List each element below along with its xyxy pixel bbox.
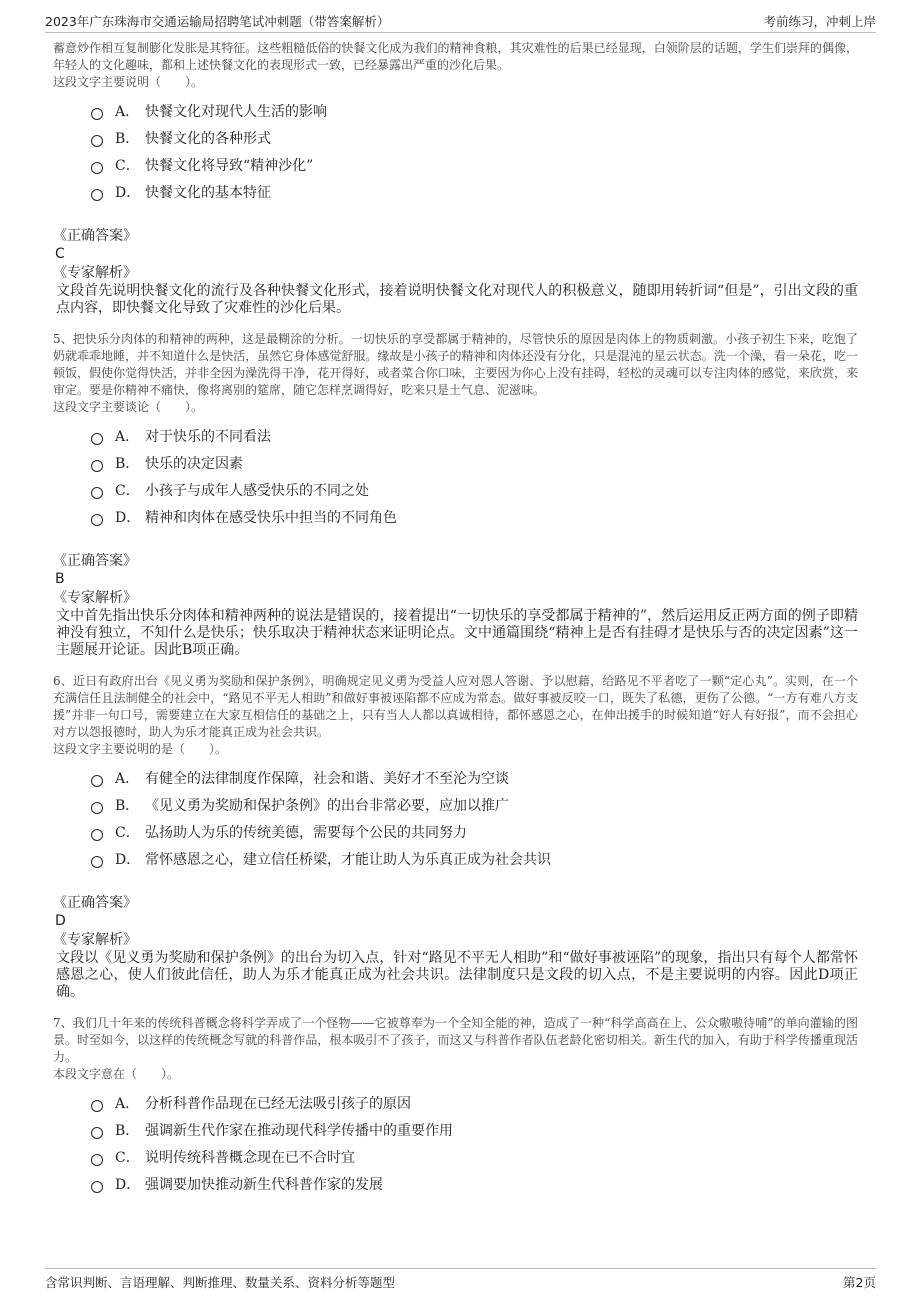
radio-icon[interactable] (91, 433, 103, 445)
option-letter: D． (115, 851, 141, 868)
option-letter: C． (115, 1149, 140, 1166)
question-prompt: 这段文字主要谈论（ ）。 (53, 400, 204, 414)
correct-answer-value: B (55, 571, 65, 587)
correct-answer-label: 《正确答案》 (53, 895, 137, 911)
question-prompt: 本段文字意在（ ）。 (53, 1067, 180, 1081)
option-d[interactable] (91, 503, 858, 530)
radio-icon[interactable] (91, 460, 103, 472)
option-c[interactable] (91, 151, 858, 178)
option-letter: A． (115, 770, 140, 787)
option-text: 快餐文化的基本特征 (145, 184, 271, 201)
option-text: 快乐的决定因素 (145, 455, 243, 472)
question-5 (53, 331, 858, 659)
radio-icon[interactable] (91, 487, 103, 499)
expert-analysis-text: 文段以《见义勇为奖励和保护条例》的出台为切入点，针对“路见不平无人相助”和“做好事被诬陷”的现象，指出只有每个人都常怀感恩之心，使人们彼此信任，助人为乐才能真正成为社会共识。法律制度只是文段的切入点，不是主要说明的内容。因此D项正确。 (56, 950, 858, 1000)
question-passage: 5、把快乐分肉体的和精神的两种，这是最糊涂的分析。一切快乐的享受都属于精神的，尽管快乐的原因是肉体上的物质刺激。小孩子初生下来，吃饱了奶就乖乖地睡，并不知道什么是快活，虽然它身体感觉舒服。缘故是小孩子的精神和肉体还没有分化，只是混沌的星云状态。洗一个澡，看一朵花，吃一顿饭，假使你觉得快活，并非全因为澡洗得干净，花开得好，或者菜合你口味，主要因为你心上没有挂碍，轻松的灵魂可以专注肉体的感觉，来欣赏，来审定。要是你精神不痛快，像将离别的筵席，随它怎样烹调得好，吃来只是土气息、泥滋味。 (53, 332, 858, 397)
question-4 (53, 40, 858, 317)
correct-answer-label: 《正确答案》 (53, 228, 137, 244)
option-list (53, 1089, 858, 1197)
option-letter: A． (115, 1095, 140, 1112)
radio-icon[interactable] (91, 1100, 103, 1112)
question-prompt: 这段文字主要说明（ ）。 (53, 75, 204, 89)
page-footer (45, 1268, 876, 1291)
option-c[interactable] (91, 818, 858, 845)
expert-analysis-text: 文段首先说明快餐文化的流行及各种快餐文化形式，接着说明快餐文化对现代人的积极意义，随即用转折词“但是”，引出文段的重点内容，即快餐文化导致了灾难性的沙化后果。 (56, 283, 858, 316)
answer-block (53, 894, 858, 1001)
option-b[interactable] (91, 791, 858, 818)
document-title: 2023年广东珠海市交通运输局招聘笔试冲刺题（带答案解析） (45, 14, 390, 29)
option-text: 弘扬助人为乐的传统美德，需要每个公民的共同努力 (145, 824, 467, 841)
radio-icon[interactable] (91, 1154, 103, 1166)
expert-analysis-text: 文中首先指出快乐分肉体和精神两种的说法是错误的，接着提出“一切快乐的享受都属于精神的”，然后运用反正两方面的例子即精神没有独立，不知什么是快乐；快乐取决于精神状态来证明论点。文中通篇围绕“精神上是否有挂碍才是快乐与否的决定因素”这一主题展开论证。因此B项正确。 (56, 608, 858, 658)
answer-block (53, 552, 858, 659)
option-list (53, 97, 858, 205)
question-passage: 7、我们几十年来的传统科普概念将科学弄成了一个怪物——它被尊奉为一个全知全能的神，造成了一种“科学高高在上、公众嗷嗷待哺”的单向灌输的图景。时至如今，以这样的传统概念写就的科普作品，根本吸引不了孩子，而这又与科普作者队伍老龄化密切相关。新生代的加入，有助于科学传播重现活力。 (53, 1016, 858, 1064)
radio-icon[interactable] (91, 189, 103, 201)
option-text: 快餐文化的各种形式 (145, 130, 271, 147)
option-a[interactable] (91, 764, 858, 791)
option-letter: C． (115, 824, 140, 841)
correct-answer-label: 《正确答案》 (53, 553, 137, 569)
option-text: 强调要加快推动新生代科普作家的发展 (145, 1176, 383, 1193)
option-letter: D． (115, 184, 141, 201)
question-7 (53, 1015, 858, 1197)
expert-analysis-label: 《专家解析》 (53, 590, 137, 606)
radio-icon[interactable] (91, 1181, 103, 1193)
page-header (45, 10, 876, 33)
option-text: 常怀感恩之心，建立信任桥梁，才能让助人为乐真正成为社会共识 (145, 851, 551, 868)
option-b[interactable] (91, 449, 858, 476)
option-letter: B． (115, 130, 140, 147)
radio-icon[interactable] (91, 514, 103, 526)
option-letter: B． (115, 455, 140, 472)
option-letter: A． (115, 428, 140, 445)
question-passage: 蓄意炒作相互复制膨化发胀是其特征。这些粗糙低俗的快餐文化成为我们的精神食粮，其灾难性的后果已经显现，白领阶层的话题，学生们崇拜的偶像，年轻人的文化趣味，都和上述快餐文化的表现形式一致，已经暴露出严重的沙化后果。 (53, 41, 858, 72)
option-a[interactable] (91, 97, 858, 124)
option-d[interactable] (91, 845, 858, 872)
option-list (53, 764, 858, 872)
radio-icon[interactable] (91, 829, 103, 841)
option-text: 说明传统科普概念现在已不合时宜 (145, 1149, 355, 1166)
option-letter: D． (115, 1176, 141, 1193)
option-b[interactable] (91, 124, 858, 151)
option-text: 《见义勇为奖励和保护条例》的出台非常必要，应加以推广 (145, 797, 509, 814)
option-letter: D． (115, 509, 141, 526)
answer-block (53, 227, 858, 317)
page-content (53, 40, 858, 1197)
option-c[interactable] (91, 476, 858, 503)
option-text: 精神和肉体在感受快乐中担当的不同角色 (145, 509, 397, 526)
option-c[interactable] (91, 1143, 858, 1170)
radio-icon[interactable] (91, 1127, 103, 1139)
question-6 (53, 673, 858, 1001)
option-letter: C． (115, 157, 140, 174)
question-passage: 6、近日有政府出台《见义勇为奖励和保护条例》，明确规定见义勇为受益人应对恩人答谢、予以慰藉，给路见不平者吃了一颗“定心丸”。实则，在一个充满信任且法制健全的社会中，“路见不平无人相助”和做好事被诬陷都不应成为常态。做好事被反咬一口，既失了私德，更伤了公德。“一方有难八方支援”并非一句口号，需要建立在大家互相信任的基础之上，只有当人人都以真诚相待，都怀感恩之心，在伸出援手的时候知道“好人有好报”，而不会担心对方以怨报德时，助人为乐才能真正成为社会共识。 (53, 674, 858, 739)
radio-icon[interactable] (91, 802, 103, 814)
option-text: 分析科普作品现在已经无法吸引孩子的原因 (145, 1095, 411, 1112)
expert-analysis-label: 《专家解析》 (53, 265, 137, 281)
radio-icon[interactable] (91, 108, 103, 120)
question-prompt: 这段文字主要说明的是（ ）。 (53, 742, 228, 756)
correct-answer-value: C (55, 246, 65, 262)
page-number: 第2页 (843, 1275, 876, 1290)
option-text: 有健全的法律制度作保障，社会和谐、美好才不至沦为空谈 (145, 770, 509, 787)
expert-analysis-label: 《专家解析》 (53, 932, 137, 948)
option-b[interactable] (91, 1116, 858, 1143)
option-a[interactable] (91, 422, 858, 449)
option-letter: A． (115, 103, 140, 120)
radio-icon[interactable] (91, 856, 103, 868)
option-list (53, 422, 858, 530)
option-letter: B． (115, 797, 140, 814)
radio-icon[interactable] (91, 135, 103, 147)
option-d[interactable] (91, 1170, 858, 1197)
option-d[interactable] (91, 178, 858, 205)
radio-icon[interactable] (91, 162, 103, 174)
footer-description: 含常识判断、言语理解、判断推理、数量关系、资料分析等题型 (45, 1275, 396, 1290)
option-letter: B． (115, 1122, 140, 1139)
option-a[interactable] (91, 1089, 858, 1116)
radio-icon[interactable] (91, 775, 103, 787)
option-text: 快餐文化将导致“精神沙化” (145, 157, 314, 174)
option-text: 强调新生代作家在推动现代科学传播中的重要作用 (145, 1122, 453, 1139)
option-text: 小孩子与成年人感受快乐的不同之处 (145, 482, 369, 499)
option-letter: C． (115, 482, 140, 499)
option-text: 快餐文化对现代人生活的影响 (145, 103, 327, 120)
correct-answer-value: D (55, 913, 66, 929)
header-slogan: 考前练习，冲刺上岸 (763, 14, 876, 29)
option-text: 对于快乐的不同看法 (145, 428, 271, 445)
